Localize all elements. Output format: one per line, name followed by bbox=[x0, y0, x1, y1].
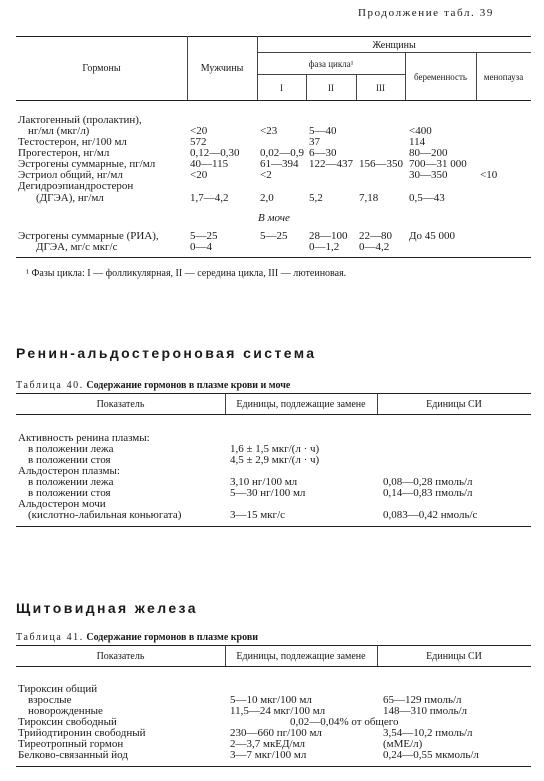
hormone-unit: нг/мл (мкг/л) bbox=[28, 125, 90, 137]
header-pregnancy: беременность bbox=[413, 72, 468, 82]
value-phase-ii: 28—100 bbox=[309, 230, 348, 242]
header-units: Единицы, подлежащие замене bbox=[236, 399, 366, 410]
t40-bottom-rule bbox=[16, 526, 531, 527]
section-title-thyroid: Щитовидная железа bbox=[16, 600, 198, 616]
indicator-label: взрослые bbox=[28, 694, 72, 706]
value-units: 1,6 ± 1,5 мкг/(л · ч) bbox=[230, 443, 320, 455]
value-phase-ii: 6—30 bbox=[309, 147, 337, 159]
header-menopause: менопауза bbox=[483, 72, 524, 82]
t40-top-rule bbox=[16, 393, 531, 394]
value-phase-i: 2,0 bbox=[260, 192, 274, 204]
indicator-label: Тиреотропный гормон bbox=[18, 738, 124, 750]
value-men: 0—4 bbox=[190, 241, 212, 253]
header-phase-iii: III bbox=[376, 83, 385, 93]
header-phase: фаза цикла¹ bbox=[308, 59, 354, 69]
urine-subheader: В моче bbox=[258, 212, 290, 224]
value-units: 5—30 нг/100 мл bbox=[230, 487, 306, 499]
header-women: Женщины bbox=[372, 40, 416, 51]
indicator-label: Тироксин свободный bbox=[18, 716, 117, 728]
indicator-label: Альдостерон плазмы: bbox=[18, 465, 120, 477]
value-phase-ii: 5,2 bbox=[309, 192, 323, 204]
header-men: Мужчины bbox=[200, 63, 244, 74]
t39-bottom-rule bbox=[16, 257, 531, 258]
value-phase-ii: 5—40 bbox=[309, 125, 337, 137]
value-si: 0,24—0,55 мкмоль/л bbox=[383, 749, 479, 761]
value-phase-i: <23 bbox=[260, 125, 278, 137]
header-indicator: Показатель bbox=[96, 651, 145, 662]
table-footnote: ¹ Фазы цикла: I — фолликулярная, II — середина цикла, III — лютеиновая. bbox=[26, 268, 347, 279]
hormone-name: Эстрогены суммарные (РИА), bbox=[18, 230, 159, 242]
value-phase-iii: 7,18 bbox=[359, 192, 379, 204]
value-men: <20 bbox=[190, 169, 208, 181]
value-pregnancy: <400 bbox=[409, 125, 432, 137]
value-men: <20 bbox=[190, 125, 208, 137]
hormone-name: Эстрогены суммарные, пг/мл bbox=[18, 158, 156, 170]
t41-header-rule bbox=[16, 666, 531, 667]
hormone-unit: (ДГЭА), нг/мл bbox=[36, 192, 104, 204]
value-phase-ii: 122—437 bbox=[309, 158, 353, 170]
value-units: 11,5—24 мкг/100 мл bbox=[230, 705, 326, 717]
value-phase-i: 5—25 bbox=[260, 230, 288, 242]
header-units: Единицы, подлежащие замене bbox=[236, 651, 366, 662]
value-si: 148—310 пмоль/л bbox=[383, 705, 468, 717]
value-men: 572 bbox=[190, 136, 207, 148]
value-si: 3,54—10,2 пмоль/л bbox=[383, 727, 473, 739]
header-phase-ii: II bbox=[328, 83, 334, 93]
value-pregnancy: До 45 000 bbox=[409, 230, 456, 242]
value-units: 2—3,7 мкЕД/мл bbox=[230, 738, 306, 750]
indicator-label: (кислотно-лабильная коньюгата) bbox=[28, 509, 182, 521]
value-si: 0,14—0,83 пмоль/л bbox=[383, 487, 473, 499]
header-indicator: Показатель bbox=[96, 399, 145, 410]
value-phase-iii: 22—80 bbox=[359, 230, 392, 242]
indicator-label: новорожденные bbox=[28, 705, 103, 717]
t40-header-rule bbox=[16, 414, 531, 415]
value-phase-ii: 37 bbox=[309, 136, 320, 148]
value-si: 0,08—0,28 пмоль/л bbox=[383, 476, 473, 488]
section-title-renin: Ренин-альдостероновая система bbox=[16, 345, 317, 361]
value-pregnancy: 30—350 bbox=[409, 169, 448, 181]
value-menopause: <10 bbox=[480, 169, 498, 181]
free-t4-note: 0,02—0,04% от общего bbox=[290, 716, 399, 728]
value-phase-i: 61—394 bbox=[260, 158, 299, 170]
value-pregnancy: 114 bbox=[409, 136, 426, 148]
indicator-label: Белково-связанный йод bbox=[18, 749, 128, 761]
t39-top-rule bbox=[16, 36, 531, 37]
table-41-caption bbox=[16, 632, 258, 643]
value-units: 5—10 мкг/100 мл bbox=[230, 694, 312, 706]
value-men: 5—25 bbox=[190, 230, 218, 242]
value-units: 3,10 нг/100 мл bbox=[230, 476, 298, 488]
header-si: Единицы СИ bbox=[426, 399, 482, 410]
value-men: 0,12—0,30 bbox=[190, 147, 240, 159]
value-units: 3—7 мкг/100 мл bbox=[230, 749, 307, 761]
hormone-name: Прогестерон, нг/мл bbox=[18, 147, 110, 159]
t39-divider bbox=[257, 52, 531, 53]
indicator-label: Тироксин общий bbox=[18, 683, 98, 695]
indicator-label: Активность ренина плазмы: bbox=[18, 432, 150, 444]
table-40-label: Таблица 40. bbox=[16, 380, 84, 391]
value-phase-iii: 0—4,2 bbox=[359, 241, 390, 253]
indicator-label: Альдостерон мочи bbox=[18, 498, 106, 510]
table-40-caption bbox=[16, 380, 290, 391]
value-pregnancy: 0,5—43 bbox=[409, 192, 445, 204]
value-units: 3—15 мкг/с bbox=[230, 509, 286, 521]
indicator-label: в положении лежа bbox=[28, 476, 114, 488]
t41-bottom-rule bbox=[16, 766, 531, 767]
value-si: 0,083—0,42 нмоль/с bbox=[383, 509, 478, 521]
value-men: 1,7—4,2 bbox=[190, 192, 229, 204]
t39-header-bottom-rule bbox=[16, 100, 531, 101]
value-phase-i: <2 bbox=[260, 169, 272, 181]
hormone-name: ДГЭА, мг/с мкг/с bbox=[36, 241, 118, 253]
header-si: Единицы СИ bbox=[426, 651, 482, 662]
value-phase-i: 0,02—0,9 bbox=[260, 147, 304, 159]
indicator-label: в положении стоя bbox=[28, 454, 111, 466]
table-40-title: Содержание гормонов в плазме крови и моче bbox=[86, 380, 291, 391]
value-men: 40—115 bbox=[190, 158, 229, 170]
value-si: 65—129 пмоль/л bbox=[383, 694, 462, 706]
value-units: 230—660 пг/100 мл bbox=[230, 727, 322, 739]
t39-divider bbox=[257, 74, 405, 75]
header-hormones: Гормоны bbox=[82, 63, 121, 74]
table-41-title: Содержание гормонов в плазме крови bbox=[86, 632, 259, 643]
table-41-label: Таблица 41. bbox=[16, 632, 84, 643]
indicator-label: в положении стоя bbox=[28, 487, 111, 499]
hormone-name: Эстриол общий, нг/мл bbox=[18, 169, 123, 181]
value-si: (мМЕ/л) bbox=[383, 738, 423, 750]
indicator-label: в положении лежа bbox=[28, 443, 114, 455]
t41-top-rule bbox=[16, 645, 531, 646]
value-pregnancy: 700—31 000 bbox=[409, 158, 467, 170]
table-continuation-label: Продолжение табл. 39 bbox=[358, 7, 494, 19]
value-phase-iii: 156—350 bbox=[359, 158, 403, 170]
indicator-label: Трийодтиронин свободный bbox=[18, 727, 146, 739]
value-pregnancy: 80—200 bbox=[409, 147, 448, 159]
value-units: 4,5 ± 2,9 мкг/(л · ч) bbox=[230, 454, 320, 466]
header-phase-i: I bbox=[280, 83, 283, 93]
hormone-name: Лактогенный (пролактин), bbox=[18, 114, 142, 126]
hormone-name: Дегидроэпиандростерон bbox=[18, 180, 134, 192]
hormone-name: Тестостерон, нг/100 мл bbox=[18, 136, 127, 148]
value-phase-ii: 0—1,2 bbox=[309, 241, 340, 253]
